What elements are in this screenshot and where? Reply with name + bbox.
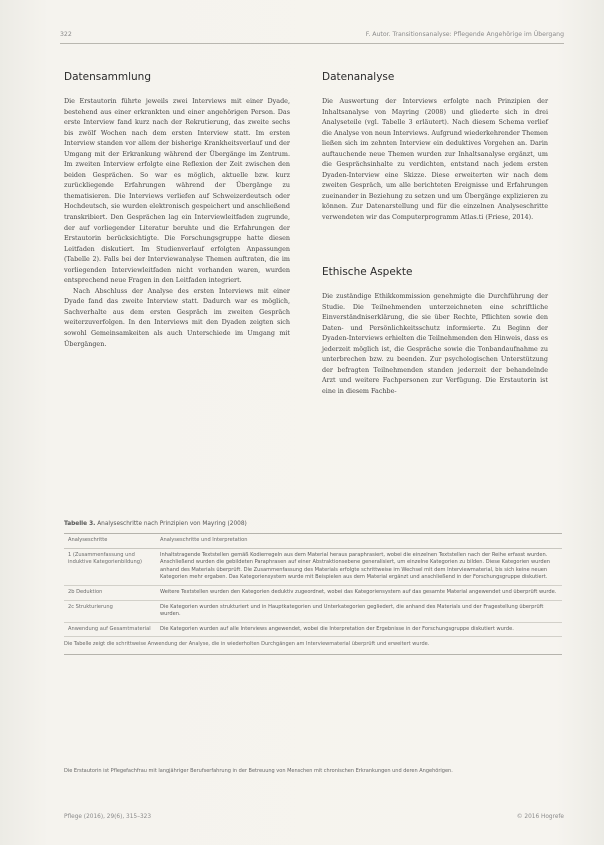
heading-datenanalyse: Datenanalyse — [322, 71, 395, 83]
right-column-analysis — [322, 96, 548, 223]
table-row — [64, 600, 562, 622]
table-cell-step: 2c Strukturierung — [64, 600, 156, 622]
table-note: Die Tabelle zeigt die schrittweise Anwendung der Analyse, die in wiederholten Durchgängen am Interviewmaterial überprüft und erweitert wurde. — [64, 641, 562, 654]
table-header-cell: Analyseschritte — [64, 534, 156, 549]
paragraph: Die Erstautorin führte jeweils zwei Interviews mit einer Dyade, bestehend aus einer erkrankten und einer angehörigen Person. Das erste Interview fand kurz nach der Rekrutierung, das zweite sechs bis zwölf Wochen nach dem ersten Interview statt. Im ersten Interview standen vor allem der bisherige Krankheitsverlauf und der Umgang mit der Erkrankung während der Übergänge im Zentrum. Im zweiten Interview erfolgte eine Reflexion der Zeit zwischen den beiden Gesprächen. So war es möglich, aktuelle bzw. kurz zurückliegende Erfahrungen während der Übergänge zu thematisieren. Die Interviews verliefen auf Schweizerdeutsch oder Hochdeutsch, sie wurden elektronisch gespeichert und anschließend transkribiert. Den Gesprächen lag ein Interviewleitfaden zugrunde, der auf vorliegender Literatur beruhte und die Erfahrungen der Erstautorin berücksichtigte. Die Forschungsgruppe hatte diesen Leitfaden diskutiert. Im Studienverlauf erfolgten Anpassungen (Tabelle 2). Falls bei der Interviewanalyse Themen auftraten, die im vorliegenden Interviewleitfaden nicht vorhanden waren, wurden entsprechend neue Fragen in den Leitfaden integriert. — [64, 97, 290, 285]
table-cell-step: 2b Deduktion — [64, 585, 156, 600]
heading-datensammlung: Datensammlung — [64, 71, 152, 83]
paragraph: Die Auswertung der Interviews erfolgte nach Prinzipien der Inhaltsanalyse von Mayring (2008) und gliederte sich in drei Analyseteile (vgl. Tabelle 3 erläutert). Nach diesem Schema verlief die Analyse von neun Interviews. Aufgrund wiederkehrender Themen ließen sich im zehnten Interview ein deduktives Vorgehen an. Darin auftauchende neue Themen wurden zur Inhaltsanalyse ergänzt, um die Gesprächsinhalte zu verdichten, entstand nach jedem ersten Dyaden-Interview eine Skizze. Diese erweiterten wir nach dem zweiten Gespräch, um alle berichteten Ereignisse und Erfahrungen zueinander in Beziehung zu setzen und um Übergänge explizieren zu können. Zur Datenarstellung und für die einzelnen Analyseschritte verwendeten wir das Computerprogramm Atlas.ti (Friese, 2014). — [322, 97, 548, 222]
table-cell-step: 1 (Zusammenfassung und induktive Kategorienbildung) — [64, 548, 156, 585]
right-column-ethics — [322, 291, 548, 396]
table-row — [64, 548, 562, 585]
copyright-notice: © 2016 Hogrefe — [516, 814, 564, 820]
table-caption — [64, 521, 562, 527]
table-row — [64, 585, 562, 600]
analysis-table — [64, 533, 562, 637]
footnote: Die Erstautorin ist Pflegefachfrau mit langjähriger Berufserfahrung in der Betreuung von Menschen mit chronischen Erkrankungen und deren Angehörigen. — [64, 768, 453, 774]
table-cell-step: Anwendung auf Gesamtmaterial — [64, 622, 156, 637]
page-number: 322 — [60, 31, 72, 38]
paragraph: Die zuständige Ethikkommission genehmigte die Durchführung der Studie. Die Teilnehmenden unterzeichneten eine schriftliche Einverständniserklärung, die sie über Rechte, Pflichten sowie den Daten- und Persönlichkeitsschutz informierte. Zu Beginn der Dyaden-Interviews erhielten die Teilnehmenden den Hinweis, dass es jederzeit möglich ist, die Gespräche sowie die Tonbandaufnahme zu unterbrechen bzw. zu beenden. Zur psychologischen Unterstützung der befragten Teilnehmenden standen jederzeit der behandelnde Arzt und weitere Fachpersonen zur Verfügung. Die Erstautorin ist eine in diesem Fachbe- — [322, 292, 548, 395]
table-row — [64, 622, 562, 637]
table-cell-desc: Inhaltstragende Textstellen gemäß Kodierregeln aus dem Material heraus paraphrasiert, wobei die einzelnen Textstellen nach der Reihe erfasst wurden. Anschließend wurden die gebildeten Paraphrasen auf einer Abstraktionsebene generalisiert, um einzelne Kategorien zu bilden. Diese Kategorien wurden anhand des Materials überprüft. Die Zusammenfassung des Materials erfolgte schrittweise im Wechsel mit dem Interviewmaterial, bis sich keine neuen Kategorien mehr ergaben. Das Kategoriensystem wurde mit Beispielen aus dem Material ergänzt und anschließend in der Forschungsgruppe diskutiert. — [156, 548, 562, 585]
table-header-row — [64, 534, 562, 549]
table-cell-desc: Weitere Textstellen wurden den Kategorien deduktiv zugeordnet, wobei das Kategoriensystem auf das gesamte Material angewendet und überprüft wurde. — [156, 585, 562, 600]
paragraph: Nach Abschluss der Analyse des ersten Interviews mit einer Dyade fand das zweite Interview statt. Dadurch war es möglich, Sachverhalte aus dem ersten Gespräch im zweiten Gespräch weiterzuverfolgen. In den Interviews mit den Dyaden zeigten sich sowohl Gemeinsamkeiten als auch Unterschiede im Umgang mit Übergängen. — [64, 286, 290, 348]
header-rule — [60, 43, 564, 44]
table-caption-label: Tabelle 3. — [64, 521, 96, 527]
heading-ethische-aspekte: Ethische Aspekte — [322, 266, 413, 278]
running-title: F. Autor. Transitionsanalyse: Pflegende Angehörige im Übergang — [365, 31, 564, 38]
table-cell-desc: Die Kategorien wurden strukturiert und in Hauptkategorien und Unterkategorien gegliedert, die anhand des Materials und der Fragestellung überprüft wurden. — [156, 600, 562, 622]
table-cell-desc: Die Kategorien wurden auf alle Interviews angewendet, wobei die Interpretation der Ergebnisse in der Forschungsgruppe diskutiert wurde. — [156, 622, 562, 637]
analysis-table-block — [64, 521, 562, 655]
table-caption-text: Analyseschritte nach Prinzipien von Mayring (2008) — [97, 521, 247, 527]
page-header — [60, 31, 564, 41]
journal-citation: Pflege (2016), 29(6), 315–323 — [64, 814, 152, 820]
table-header-cell: Analyseschritte und Interpretation — [156, 534, 562, 549]
left-column — [64, 96, 290, 349]
